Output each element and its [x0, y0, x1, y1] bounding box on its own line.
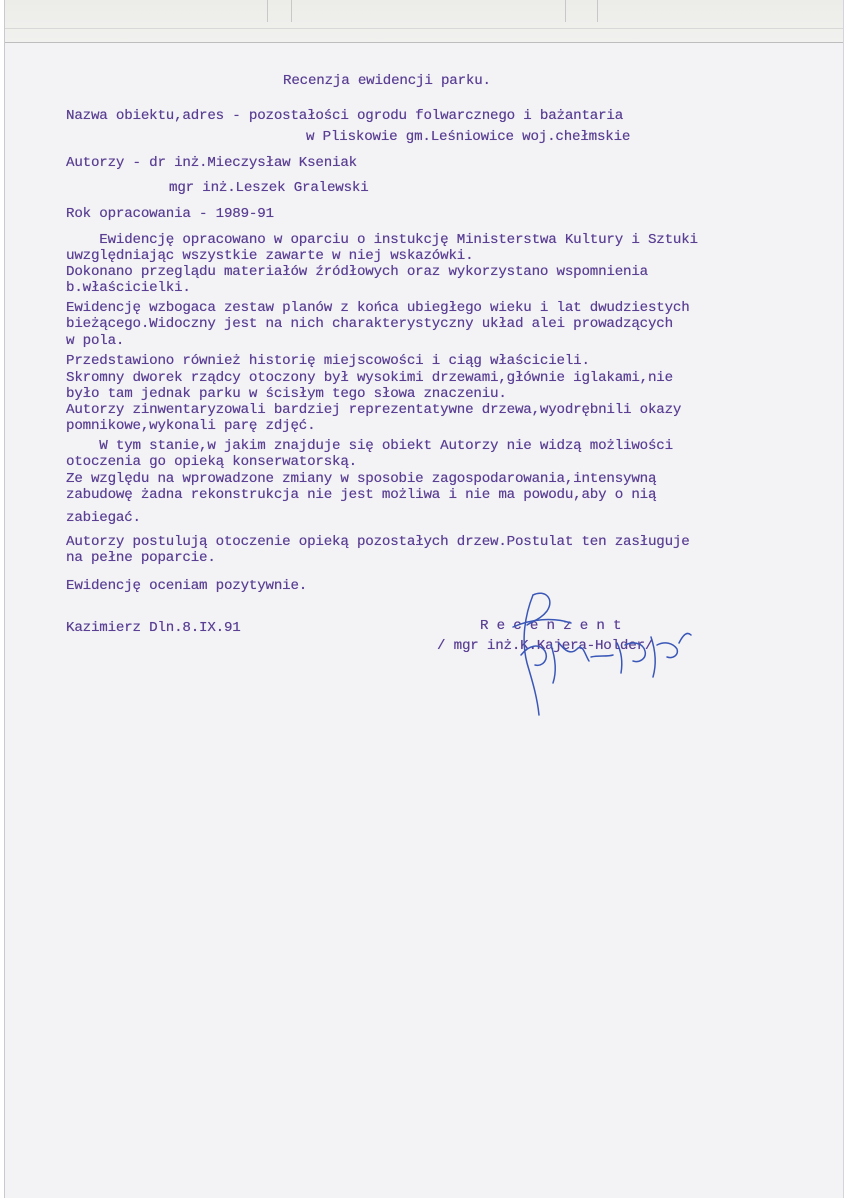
body-line: b.właścicielki. — [66, 280, 191, 296]
body-line: Autorzy zinwentaryzowali bardziej reprezentatywne drzewa,wyodrębnili okazy — [66, 402, 682, 418]
body-line: Autorzy postulują otoczenie opieką pozostałych drzew.Postulat ten zasługuje — [66, 534, 690, 550]
header-scan-band — [5, 0, 843, 43]
body-line: na pełne poparcie. — [66, 550, 216, 566]
body-line: Skromny dworek rządcy otoczony był wysokimi drzewami,głównie iglakami,nie — [66, 370, 673, 386]
body-line: w pola. — [66, 333, 125, 349]
document-page — [4, 0, 844, 1198]
body-line: Dokonano przeglądu materiałów źródłowych oraz wykorzystano wspomnienia — [66, 264, 648, 280]
body-line: Ze względu na wprowadzone zmiany w sposobie zagospodarowania,intensywną — [66, 471, 657, 487]
reviewer-label: R e c e n z e n t — [480, 618, 622, 634]
closing-statement: Ewidencję oceniam pozytywnie. — [66, 578, 308, 594]
body-line: Ewidencję wzbogaca zestaw planów z końca ubiegłego wieku i lat dwudziestych — [66, 300, 690, 316]
body-line: Przedstawiono również historię miejscowości i ciąg właścicieli. — [66, 353, 590, 369]
year-line: Rok opracowania - 1989-91 — [66, 206, 274, 222]
body-line: Ewidencję opracowano w oparciu o instukcję Ministerstwa Kultury i Sztuki — [66, 232, 698, 248]
body-line: uwzględniając wszystkie zawarte w niej wskazówki. — [66, 248, 474, 264]
object-line-1: Nazwa obiektu,adres - pozostałości ogrodu folwarcznego i bażantaria — [66, 108, 624, 124]
body-line: W tym stanie,w jakim znajduje się obiekt Autorzy nie widzą możliwości — [66, 438, 673, 454]
body-line: zabiegać. — [66, 510, 141, 526]
body-line: otoczenia go opieką konserwatorską. — [66, 454, 357, 470]
document-title: Recenzja ewidencji parku. — [283, 73, 491, 89]
body-line: zabudowę żadna rekonstrukcja nie jest możliwa i nie ma powodu,aby o nią — [66, 487, 657, 503]
body-line: pomnikowe,wykonali parę zdjęć. — [66, 418, 316, 434]
object-line-2: w Pliskowie gm.Leśniowice woj.chełmskie — [306, 129, 631, 145]
body-line: było tam jednak parku w ścisłym tego słowa znaczeniu. — [66, 386, 507, 402]
body-line: bieżącego.Widoczny jest na nich charakterystyczny układ alei prowadzących — [66, 316, 673, 332]
place-date: Kazimierz Dln.8.IX.91 — [66, 620, 241, 636]
authors-line-2: mgr inż.Leszek Gralewski — [169, 180, 369, 196]
handwritten-signature — [493, 585, 723, 720]
reviewer-name: / mgr inż.K.Kajera-Holder/ — [437, 638, 654, 654]
authors-line-1: Autorzy - dr inż.Mieczysław Kseniak — [66, 155, 357, 171]
